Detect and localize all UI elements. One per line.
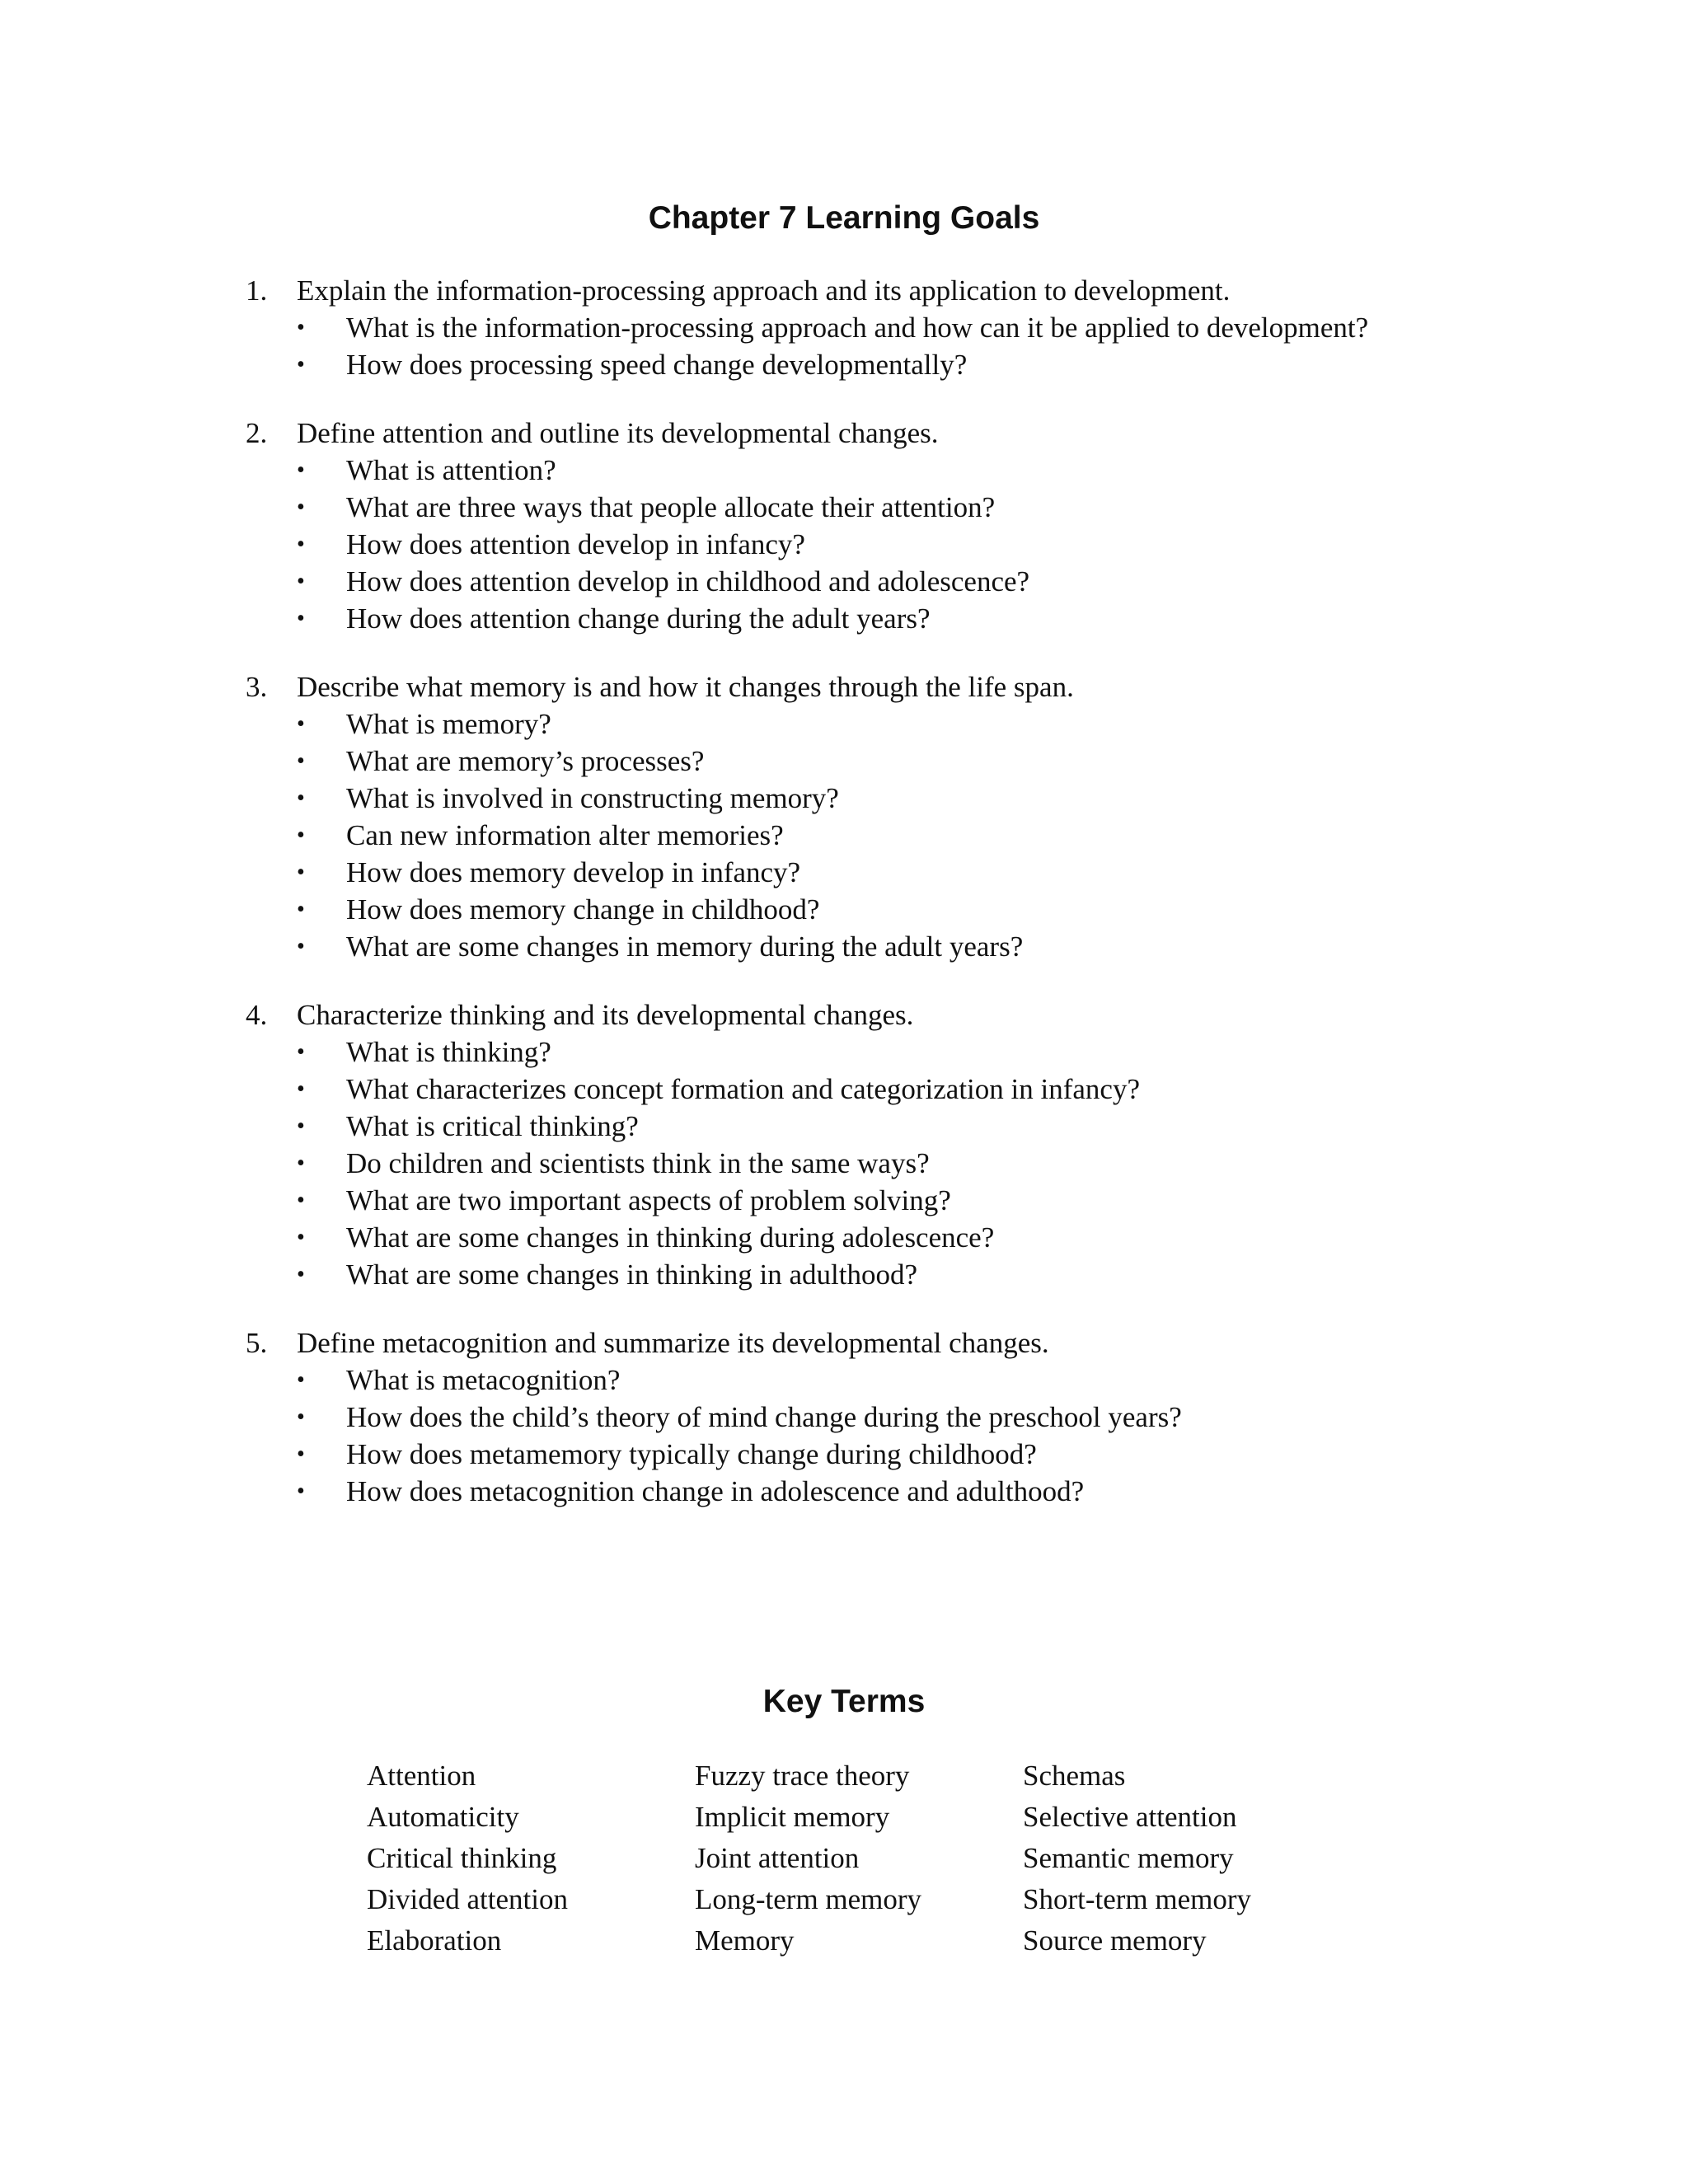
bullet-icon: • [297,494,305,520]
goal-question [297,928,1647,965]
learning-goal-heading [246,1324,1647,1361]
key-term: Elaboration [367,1924,502,1957]
question-text: How does metamemory typically change during childhood? [346,1438,1037,1470]
question-text: What are some changes in thinking during adolescence? [346,1221,995,1254]
key-term: Divided attention [367,1883,568,1915]
bullet-icon: • [297,711,305,737]
key-term: Selective attention [1023,1801,1237,1833]
question-text: What is the information-processing approach and how can it be applied to development? [346,312,1369,344]
question-text: How does processing speed change developmentally? [346,349,968,381]
question-text: How does the child’s theory of mind change during the preschool years? [346,1401,1182,1433]
goal-text: Define metacognition and summarize its developmental changes. [297,1327,1049,1359]
bullet-icon: • [297,1225,305,1250]
goal-number: 3. [246,671,268,703]
learning-goal-heading [246,996,1647,1033]
question-text: What is memory? [346,708,551,740]
key-term: Implicit memory [695,1801,890,1833]
bullet-icon: • [297,1151,305,1176]
goal-text: Describe what memory is and how it changes through the life span. [297,671,1074,703]
bullet-icon: • [297,352,305,377]
learning-goal [246,668,1647,965]
question-text: What is critical thinking? [346,1110,639,1142]
question-text: What are some changes in thinking in adulthood? [346,1258,918,1291]
key-terms-column [1023,1755,1251,1961]
question-text: What are two important aspects of problem solving? [346,1184,951,1216]
goal-question [297,1033,1647,1071]
bullet-icon: • [297,1367,305,1393]
learning-goals-list [246,272,1647,1541]
key-term: Attention [367,1760,476,1792]
key-term: Joint attention [695,1842,860,1874]
goal-questions-list [246,1033,1647,1293]
goal-question [297,891,1647,928]
key-term: Automaticity [367,1801,519,1833]
goal-questions-list [246,1361,1647,1510]
goal-number: 4. [246,999,268,1031]
question-text: How does attention change during the adult years? [346,602,931,635]
key-term: Schemas [1023,1760,1126,1792]
goal-question [297,346,1647,383]
learning-goal [246,996,1647,1293]
learning-goal-heading [246,272,1647,309]
bullet-icon: • [297,823,305,848]
goal-questions-list [246,705,1647,965]
question-text: Do children and scientists think in the same ways? [346,1147,930,1179]
goal-question [297,1182,1647,1219]
key-terms-column [695,1755,921,1961]
question-text: How does attention develop in childhood and adolescence? [346,565,1030,598]
goal-number: 5. [246,1327,268,1359]
question-text: What are memory’s processes? [346,745,705,777]
question-text: How does metacognition change in adolescence and adulthood? [346,1475,1085,1507]
question-text: What is attention? [346,454,556,486]
bullet-icon: • [297,1188,305,1213]
key-terms-title: Key Terms [762,1684,926,1719]
question-text: How does memory change in childhood? [346,893,820,926]
goal-question [297,309,1647,346]
key-term: Short-term memory [1023,1883,1252,1915]
bullet-icon: • [297,1039,305,1065]
question-text: What is metacognition? [346,1364,621,1396]
goal-question [297,1399,1647,1436]
goal-question [297,489,1647,526]
bullet-icon: • [297,315,305,340]
question-text: Can new information alter memories? [346,819,784,851]
goal-question [297,563,1647,600]
key-terms-column [367,1755,568,1961]
goal-question [297,1473,1647,1510]
goal-question [297,743,1647,780]
bullet-icon: • [297,457,305,483]
goal-text: Explain the information-processing approach and its application to development. [297,274,1231,307]
bullet-icon: • [297,1441,305,1467]
learning-goal-heading [246,668,1647,705]
goal-question [297,1436,1647,1473]
question-text: What are three ways that people allocate their attention? [346,491,996,523]
learning-goal [246,1324,1647,1510]
goal-text: Define attention and outline its developmental changes. [297,417,939,449]
bullet-icon: • [297,1076,305,1102]
goal-question [297,1145,1647,1182]
bullet-icon: • [297,606,305,631]
bullet-icon: • [297,532,305,557]
goal-question [297,452,1647,489]
page-title: Chapter 7 Learning Goals [648,200,1040,236]
key-term: Memory [695,1924,795,1957]
goal-question [297,817,1647,854]
goal-questions-list [246,452,1647,637]
goal-question [297,600,1647,637]
goal-number: 2. [246,417,268,449]
question-text: What is thinking? [346,1036,551,1068]
question-text: How does memory develop in infancy? [346,856,801,888]
goal-question [297,1361,1647,1399]
question-text: What are some changes in memory during the adult years? [346,930,1024,963]
key-term: Long-term memory [695,1883,922,1915]
key-term: Critical thinking [367,1842,557,1874]
bullet-icon: • [297,1113,305,1139]
goal-question [297,780,1647,817]
question-text: What is involved in constructing memory? [346,782,839,814]
bullet-icon: • [297,569,305,594]
learning-goal-heading [246,415,1647,452]
key-term: Source memory [1023,1924,1207,1957]
bullet-icon: • [297,1262,305,1287]
bullet-icon: • [297,1404,305,1430]
goal-question [297,854,1647,891]
key-term: Semantic memory [1023,1842,1234,1874]
learning-goal [246,272,1647,383]
bullet-icon: • [297,860,305,885]
goal-questions-list [246,309,1647,383]
goal-text: Characterize thinking and its developmental changes. [297,999,914,1031]
goal-question [297,1108,1647,1145]
question-text: How does attention develop in infancy? [346,528,805,560]
bullet-icon: • [297,897,305,922]
key-term: Fuzzy trace theory [695,1760,910,1792]
bullet-icon: • [297,785,305,811]
question-text: What characterizes concept formation and categorization in infancy? [346,1073,1140,1105]
goal-question [297,705,1647,743]
goal-question [297,1219,1647,1256]
goal-number: 1. [246,274,268,307]
goal-question [297,1071,1647,1108]
learning-goal [246,415,1647,637]
bullet-icon: • [297,748,305,774]
goal-question [297,1256,1647,1293]
goal-question [297,526,1647,563]
bullet-icon: • [297,1479,305,1504]
bullet-icon: • [297,934,305,959]
